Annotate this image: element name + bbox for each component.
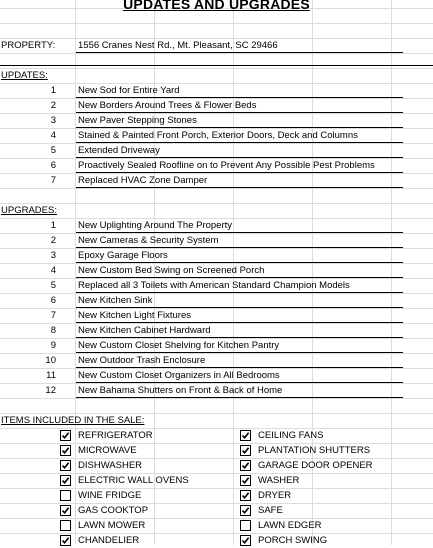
upgrade-text: New Kitchen Light Fixtures <box>78 310 191 321</box>
included-item <box>240 533 410 548</box>
upgrade-number: 11 <box>46 370 56 381</box>
upgrade-number: 4 <box>50 265 56 276</box>
checkmark-icon <box>241 446 250 455</box>
upgrades-section-label: UPGRADES: <box>1 205 57 216</box>
included-item-label: PORCH SWING <box>258 535 328 546</box>
upgrade-text: Epoxy Garage Floors <box>78 250 168 261</box>
checked-checkbox[interactable] <box>60 430 71 441</box>
update-text: Replaced HVAC Zone Damper <box>78 175 208 186</box>
upgrade-number: 3 <box>50 250 56 261</box>
checked-checkbox[interactable] <box>240 490 251 501</box>
checked-checkbox[interactable] <box>60 475 71 486</box>
upgrade-text: New Kitchen Sink <box>78 295 153 306</box>
items-included-label: ITEMS INCLUDED IN THE SALE: <box>1 415 145 426</box>
included-item-label: PLANTATION SHUTTERS <box>258 445 371 456</box>
checkmark-icon <box>61 476 70 485</box>
property-divider <box>0 65 433 66</box>
included-item-label: DRYER <box>258 490 292 501</box>
checked-checkbox[interactable] <box>240 475 251 486</box>
included-item <box>240 473 410 488</box>
upgrade-text: New Cameras & Security System <box>78 235 219 246</box>
checkmark-icon <box>61 431 70 440</box>
checked-checkbox[interactable] <box>60 535 71 546</box>
checked-checkbox[interactable] <box>240 535 251 546</box>
included-item-label: WASHER <box>258 475 300 486</box>
upgrade-number: 5 <box>50 280 56 291</box>
checkmark-icon <box>241 476 250 485</box>
upgrade-row <box>0 263 433 278</box>
upgrade-number: 8 <box>50 325 56 336</box>
update-number: 4 <box>50 130 56 141</box>
upgrade-row <box>0 353 433 368</box>
upgrade-number: 10 <box>45 355 56 366</box>
included-item <box>60 503 230 518</box>
included-item <box>60 533 230 548</box>
property-underline <box>76 52 403 53</box>
checked-checkbox[interactable] <box>240 445 251 456</box>
included-item <box>60 518 230 533</box>
included-item-label: LAWN EDGER <box>258 520 322 531</box>
unchecked-checkbox[interactable] <box>240 520 251 531</box>
update-number: 1 <box>50 85 56 96</box>
page-title: UPDATES AND UPGRADES <box>123 0 310 12</box>
property-label: PROPERTY: <box>1 40 56 51</box>
upgrade-text: New Uplighting Around The Property <box>78 220 233 231</box>
included-item <box>60 458 230 473</box>
update-text: Extended Driveway <box>78 145 160 156</box>
included-item <box>60 488 230 503</box>
included-item-label: GAS COOKTOP <box>78 505 149 516</box>
update-row <box>0 158 433 173</box>
upgrade-row <box>0 338 433 353</box>
checkmark-icon <box>61 536 70 545</box>
update-number: 2 <box>50 100 56 111</box>
upgrade-text: New Kitchen Cabinet Hardward <box>78 325 211 336</box>
included-item <box>60 428 230 443</box>
upgrade-row <box>0 383 433 398</box>
upgrade-text: Replaced all 3 Toilets with American Standard Champion Models <box>78 280 350 291</box>
checked-checkbox[interactable] <box>60 460 71 471</box>
update-number: 5 <box>50 145 56 156</box>
update-row <box>0 98 433 113</box>
included-item-label: CHANDELIER <box>78 535 140 546</box>
checkmark-icon <box>61 506 70 515</box>
upgrade-text: New Bahama Shutters on Front & Back of Home <box>78 385 283 396</box>
included-item-label: LAWN MOWER <box>78 520 146 531</box>
checkmark-icon <box>241 431 250 440</box>
upgrade-text: New Custom Closet Shelving for Kitchen Pantry <box>78 340 280 351</box>
update-number: 7 <box>50 175 56 186</box>
checked-checkbox[interactable] <box>240 430 251 441</box>
upgrade-number: 7 <box>50 310 56 321</box>
upgrade-number: 9 <box>50 340 56 351</box>
upgrade-row <box>0 233 433 248</box>
checked-checkbox[interactable] <box>60 445 71 456</box>
upgrade-row <box>0 368 433 383</box>
included-item <box>240 443 410 458</box>
update-row <box>0 113 433 128</box>
checkmark-icon <box>241 491 250 500</box>
update-row <box>0 128 433 143</box>
included-item-label: CEILING FANS <box>258 430 324 441</box>
update-text: New Sod for Entire Yard <box>78 85 180 96</box>
checkmark-icon <box>241 461 250 470</box>
checkmark-icon <box>61 461 70 470</box>
update-underline <box>76 187 403 188</box>
upgrade-number: 12 <box>45 385 56 396</box>
included-item-label: ELECTRIC WALL OVENS <box>78 475 189 486</box>
checkmark-icon <box>241 506 250 515</box>
upgrade-row <box>0 308 433 323</box>
upgrade-row <box>0 218 433 233</box>
upgrade-underline <box>76 397 403 398</box>
included-item-label: REFRIGERATOR <box>78 430 153 441</box>
updates-section-label: UPDATES: <box>1 70 48 81</box>
upgrade-row <box>0 293 433 308</box>
unchecked-checkbox[interactable] <box>60 490 71 501</box>
included-item-label: MICROWAVE <box>78 445 137 456</box>
update-row <box>0 83 433 98</box>
included-item-label: SAFE <box>258 505 283 516</box>
upgrade-number: 2 <box>50 235 56 246</box>
included-item-label: GARAGE DOOR OPENER <box>258 460 373 471</box>
unchecked-checkbox[interactable] <box>60 520 71 531</box>
update-text: New Borders Around Trees & Flower Beds <box>78 100 257 111</box>
upgrade-text: New Custom Closet Organizers in All Bedrooms <box>78 370 280 381</box>
included-item <box>240 518 410 533</box>
update-row <box>0 143 433 158</box>
checked-checkbox[interactable] <box>240 505 251 516</box>
checked-checkbox[interactable] <box>240 460 251 471</box>
update-text: Stained & Painted Front Porch, Exterior Doors, Deck and Columns <box>78 130 358 141</box>
property-address: 1556 Cranes Nest Rd., Mt. Pleasant, SC 29466 <box>78 40 278 51</box>
included-item <box>60 473 230 488</box>
upgrade-row <box>0 323 433 338</box>
checked-checkbox[interactable] <box>60 505 71 516</box>
checkmark-icon <box>61 446 70 455</box>
included-item <box>60 443 230 458</box>
upgrade-text: New Outdoor Trash Enclosure <box>78 355 206 366</box>
included-item <box>240 458 410 473</box>
upgrade-text: New Custom Bed Swing on Screened Porch <box>78 265 265 276</box>
upgrade-number: 1 <box>50 220 56 231</box>
upgrade-number: 6 <box>50 295 56 306</box>
update-text: Proactively Sealed Roofline on to Prevent Any Possible Pest Problems <box>78 160 375 171</box>
upgrade-row <box>0 278 433 293</box>
update-row <box>0 173 433 188</box>
included-item <box>240 503 410 518</box>
update-number: 6 <box>50 160 56 171</box>
included-item <box>240 488 410 503</box>
update-number: 3 <box>50 115 56 126</box>
update-text: New Paver Stepping Stones <box>78 115 197 126</box>
upgrade-row <box>0 248 433 263</box>
checkmark-icon <box>241 536 250 545</box>
included-item-label: WINE FRIDGE <box>78 490 142 501</box>
included-item <box>240 428 410 443</box>
included-item-label: DISHWASHER <box>78 460 143 471</box>
